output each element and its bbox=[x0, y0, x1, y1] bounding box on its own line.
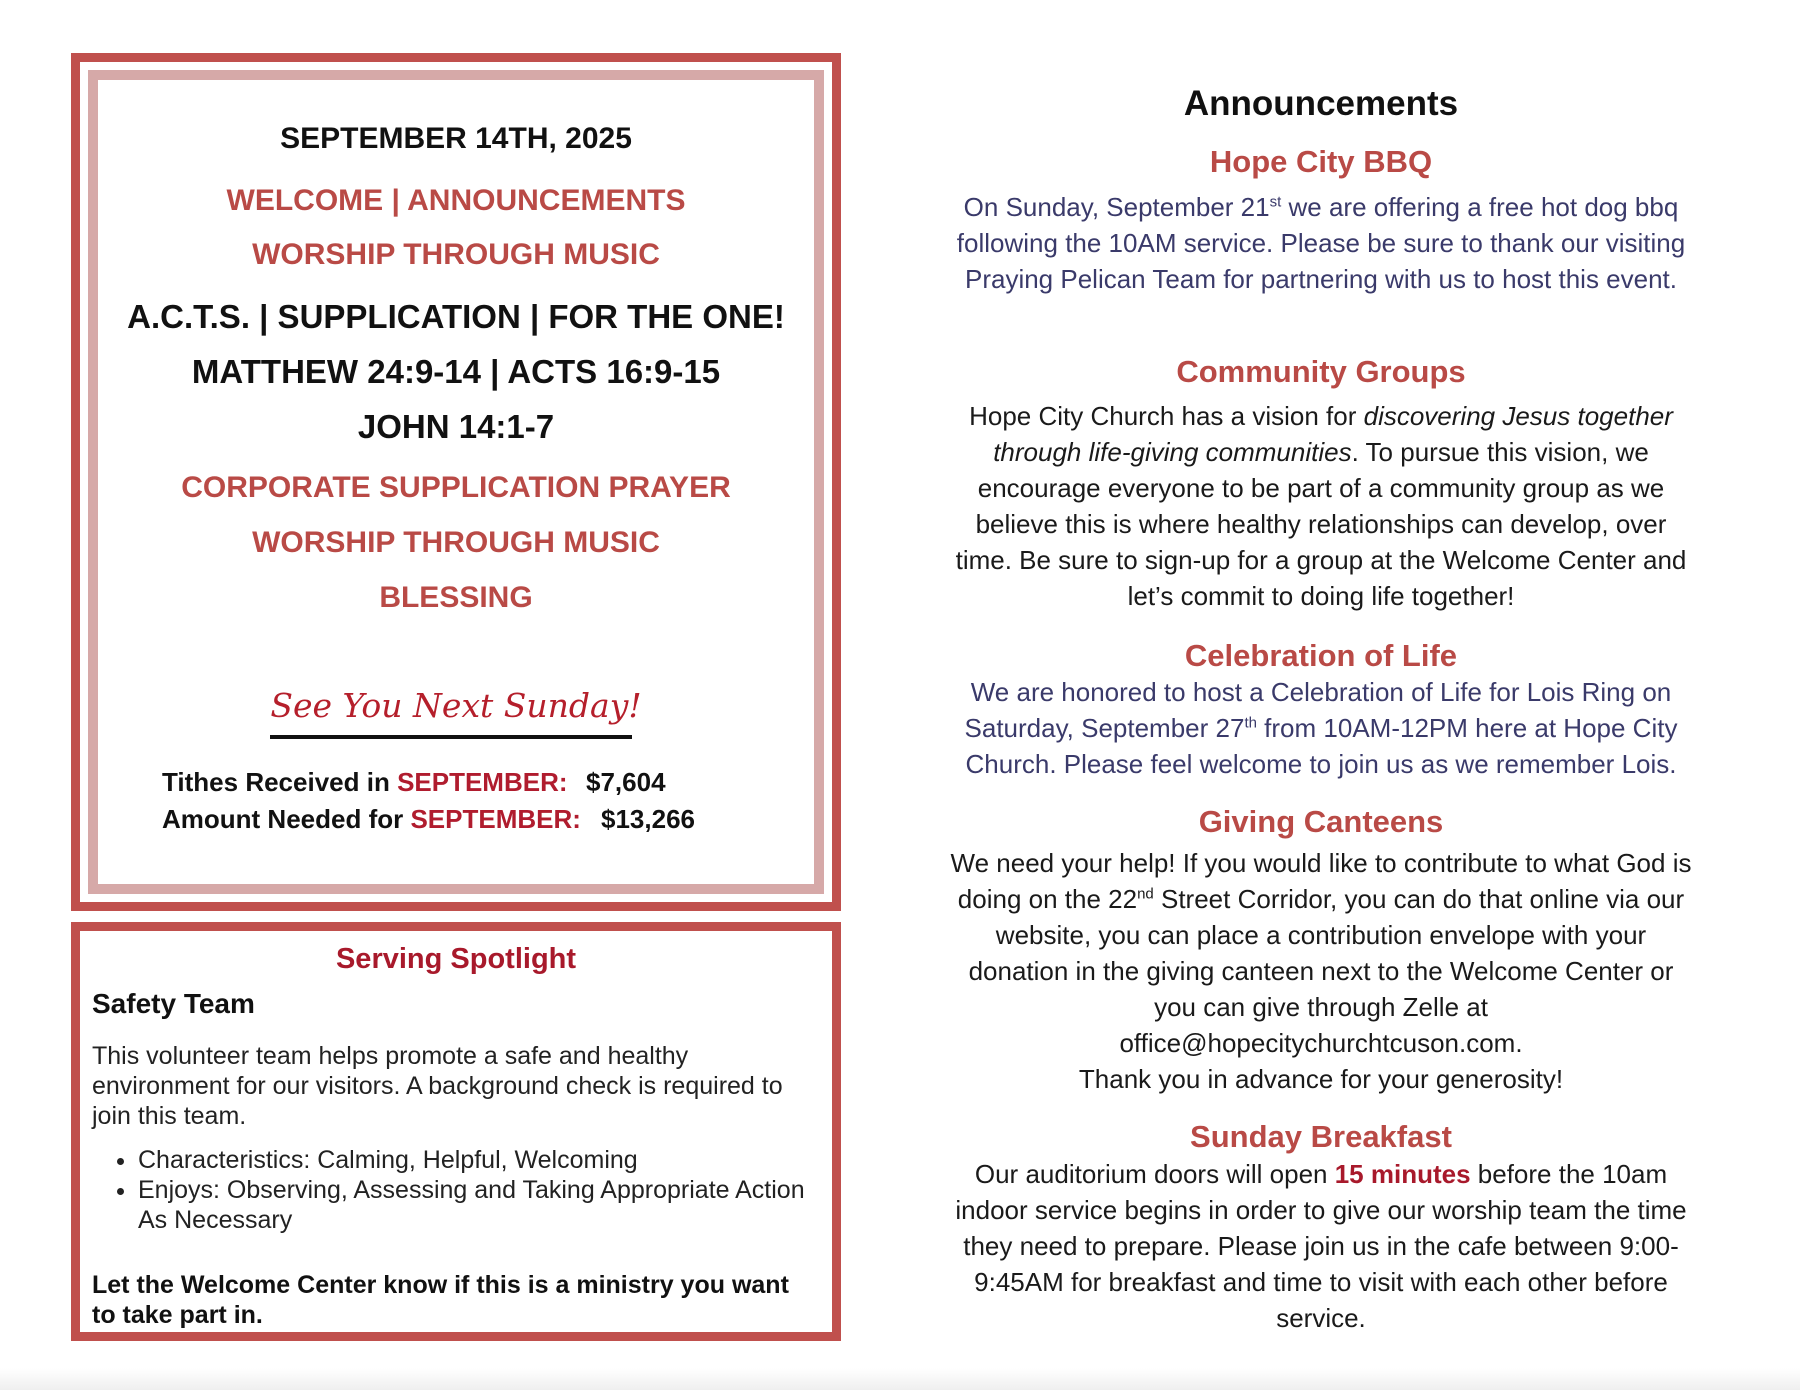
list-item: • Enjoys: Observing, Assessing and Taking Appropriate Action As Necessary bbox=[138, 1175, 812, 1235]
canteens-text-part: Street Corridor, you can do that online via our website, you can place a contribution envelope with your donation in the giving canteen next to the Welcome Center or you can give through Zelle at bbox=[968, 884, 1685, 1022]
order-of-service-inner-frame bbox=[88, 70, 824, 894]
tithes-amount: $7,604 bbox=[586, 767, 666, 797]
order-of-service-box bbox=[71, 53, 841, 911]
giving-canteens-heading: Giving Canteens bbox=[1198, 804, 1444, 839]
service-item-scripture: MATTHEW 24:9-14 | ACTS 16:9-15 bbox=[191, 353, 721, 390]
spotlight-description: This volunteer team helps promote a safe and healthy environment for our visitors. A background check is required to join this team. bbox=[92, 1042, 783, 1130]
service-item-sermon-series: A.C.T.S. | SUPPLICATION | FOR THE ONE! bbox=[127, 298, 785, 335]
bbq-heading: Hope City BBQ bbox=[1209, 144, 1433, 179]
sunday-breakfast-text bbox=[948, 1156, 1694, 1336]
groups-text-part: Hope City Church has a vision for bbox=[969, 401, 1364, 431]
celebration-text-part: from 10AM-12PM here at Hope City Church. Please feel welcome to join us as we remember Lois. bbox=[965, 713, 1678, 779]
community-groups-heading: Community Groups bbox=[1176, 354, 1466, 389]
celebration-heading: Celebration of Life bbox=[1184, 638, 1458, 673]
spotlight-subtitle: Safety Team bbox=[92, 988, 255, 1019]
tithes-label: Tithes Received in bbox=[162, 767, 398, 797]
amount-needed-row bbox=[162, 804, 695, 835]
breakfast-text-part: Our auditorium doors will open bbox=[974, 1159, 1335, 1189]
service-item-worship-2: WORSHIP THROUGH MUSIC bbox=[252, 526, 660, 559]
tithes-received-row bbox=[162, 767, 666, 798]
bbq-text-part: we are offering a free hot dog bbq following the 10AM service. Please be sure to thank our visiting Praying Pelican Team for partnering with us to host this event. bbox=[956, 192, 1686, 294]
zelle-email: office@hopecitychurchtcuson.com. bbox=[1119, 1028, 1523, 1058]
service-item-scripture-2: JOHN 14:1-7 bbox=[357, 408, 555, 445]
spotlight-call-to-action: Let the Welcome Center know if this is a ministry you want to take part in. bbox=[92, 1271, 789, 1329]
list-item: • Characteristics: Calming, Helpful, Welcoming bbox=[138, 1145, 812, 1175]
service-item-prayer: CORPORATE SUPPLICATION PRAYER bbox=[181, 471, 731, 504]
service-item-welcome: WELCOME | ANNOUNCEMENTS bbox=[226, 184, 686, 217]
service-item-blessing: BLESSING bbox=[379, 581, 533, 614]
needed-amount: $13,266 bbox=[601, 804, 695, 834]
spotlight-bullet-list bbox=[92, 1145, 812, 1235]
giving-canteens-text bbox=[948, 845, 1694, 1097]
announcements-title: Announcements bbox=[1183, 84, 1459, 123]
needed-label: Amount Needed for bbox=[162, 804, 411, 834]
canteens-thanks: Thank you in advance for your generosity! bbox=[1078, 1064, 1564, 1094]
spotlight-title: Serving Spotlight bbox=[335, 943, 577, 975]
page-bottom-shadow bbox=[0, 1368, 1800, 1390]
tithes-month: SEPTEMBER: bbox=[397, 767, 568, 797]
ordinal-suffix: nd bbox=[1137, 885, 1154, 903]
serving-spotlight-box bbox=[71, 922, 841, 1341]
canteens-text-part: We need your help! If you would like to contribute to what God is doing on the 22 bbox=[950, 848, 1692, 914]
canteens-paragraph bbox=[948, 845, 1694, 1025]
bbq-text bbox=[948, 189, 1694, 297]
bbq-text-part: On Sunday, September 21 bbox=[963, 192, 1270, 222]
breakfast-highlight: 15 minutes bbox=[1334, 1159, 1471, 1189]
sunday-breakfast-heading: Sunday Breakfast bbox=[1190, 1119, 1452, 1154]
service-date: SEPTEMBER 14TH, 2025 bbox=[280, 122, 632, 155]
breakfast-text-part: before the 10am indoor service begins in order to give our worship team the time they need to prepare. Please join us in the cafe between 9:00-9:45AM for breakfast and time to visit with each other before service. bbox=[955, 1159, 1687, 1333]
needed-month: SEPTEMBER: bbox=[410, 804, 581, 834]
ordinal-suffix: st bbox=[1269, 193, 1282, 211]
groups-vision-italic: discovering Jesus together through life-giving communities bbox=[993, 401, 1673, 467]
celebration-text bbox=[948, 674, 1694, 782]
community-groups-text bbox=[948, 398, 1694, 614]
see-you-next-sunday: See You Next Sunday! bbox=[270, 686, 642, 725]
ordinal-suffix: th bbox=[1244, 714, 1257, 732]
divider-rule bbox=[270, 735, 632, 739]
groups-text-part: . To pursue this vision, we encourage everyone to be part of a community group as we believe this is where healthy relationships can develop, over time. Be sure to sign-up for a group at the Welcome Center and let’s commit to doing life together! bbox=[955, 437, 1687, 611]
service-item-worship: WORSHIP THROUGH MUSIC bbox=[252, 238, 660, 271]
celebration-text-part: We are honored to host a Celebration of Life for Lois Ring on Saturday, September 27 bbox=[964, 677, 1672, 743]
